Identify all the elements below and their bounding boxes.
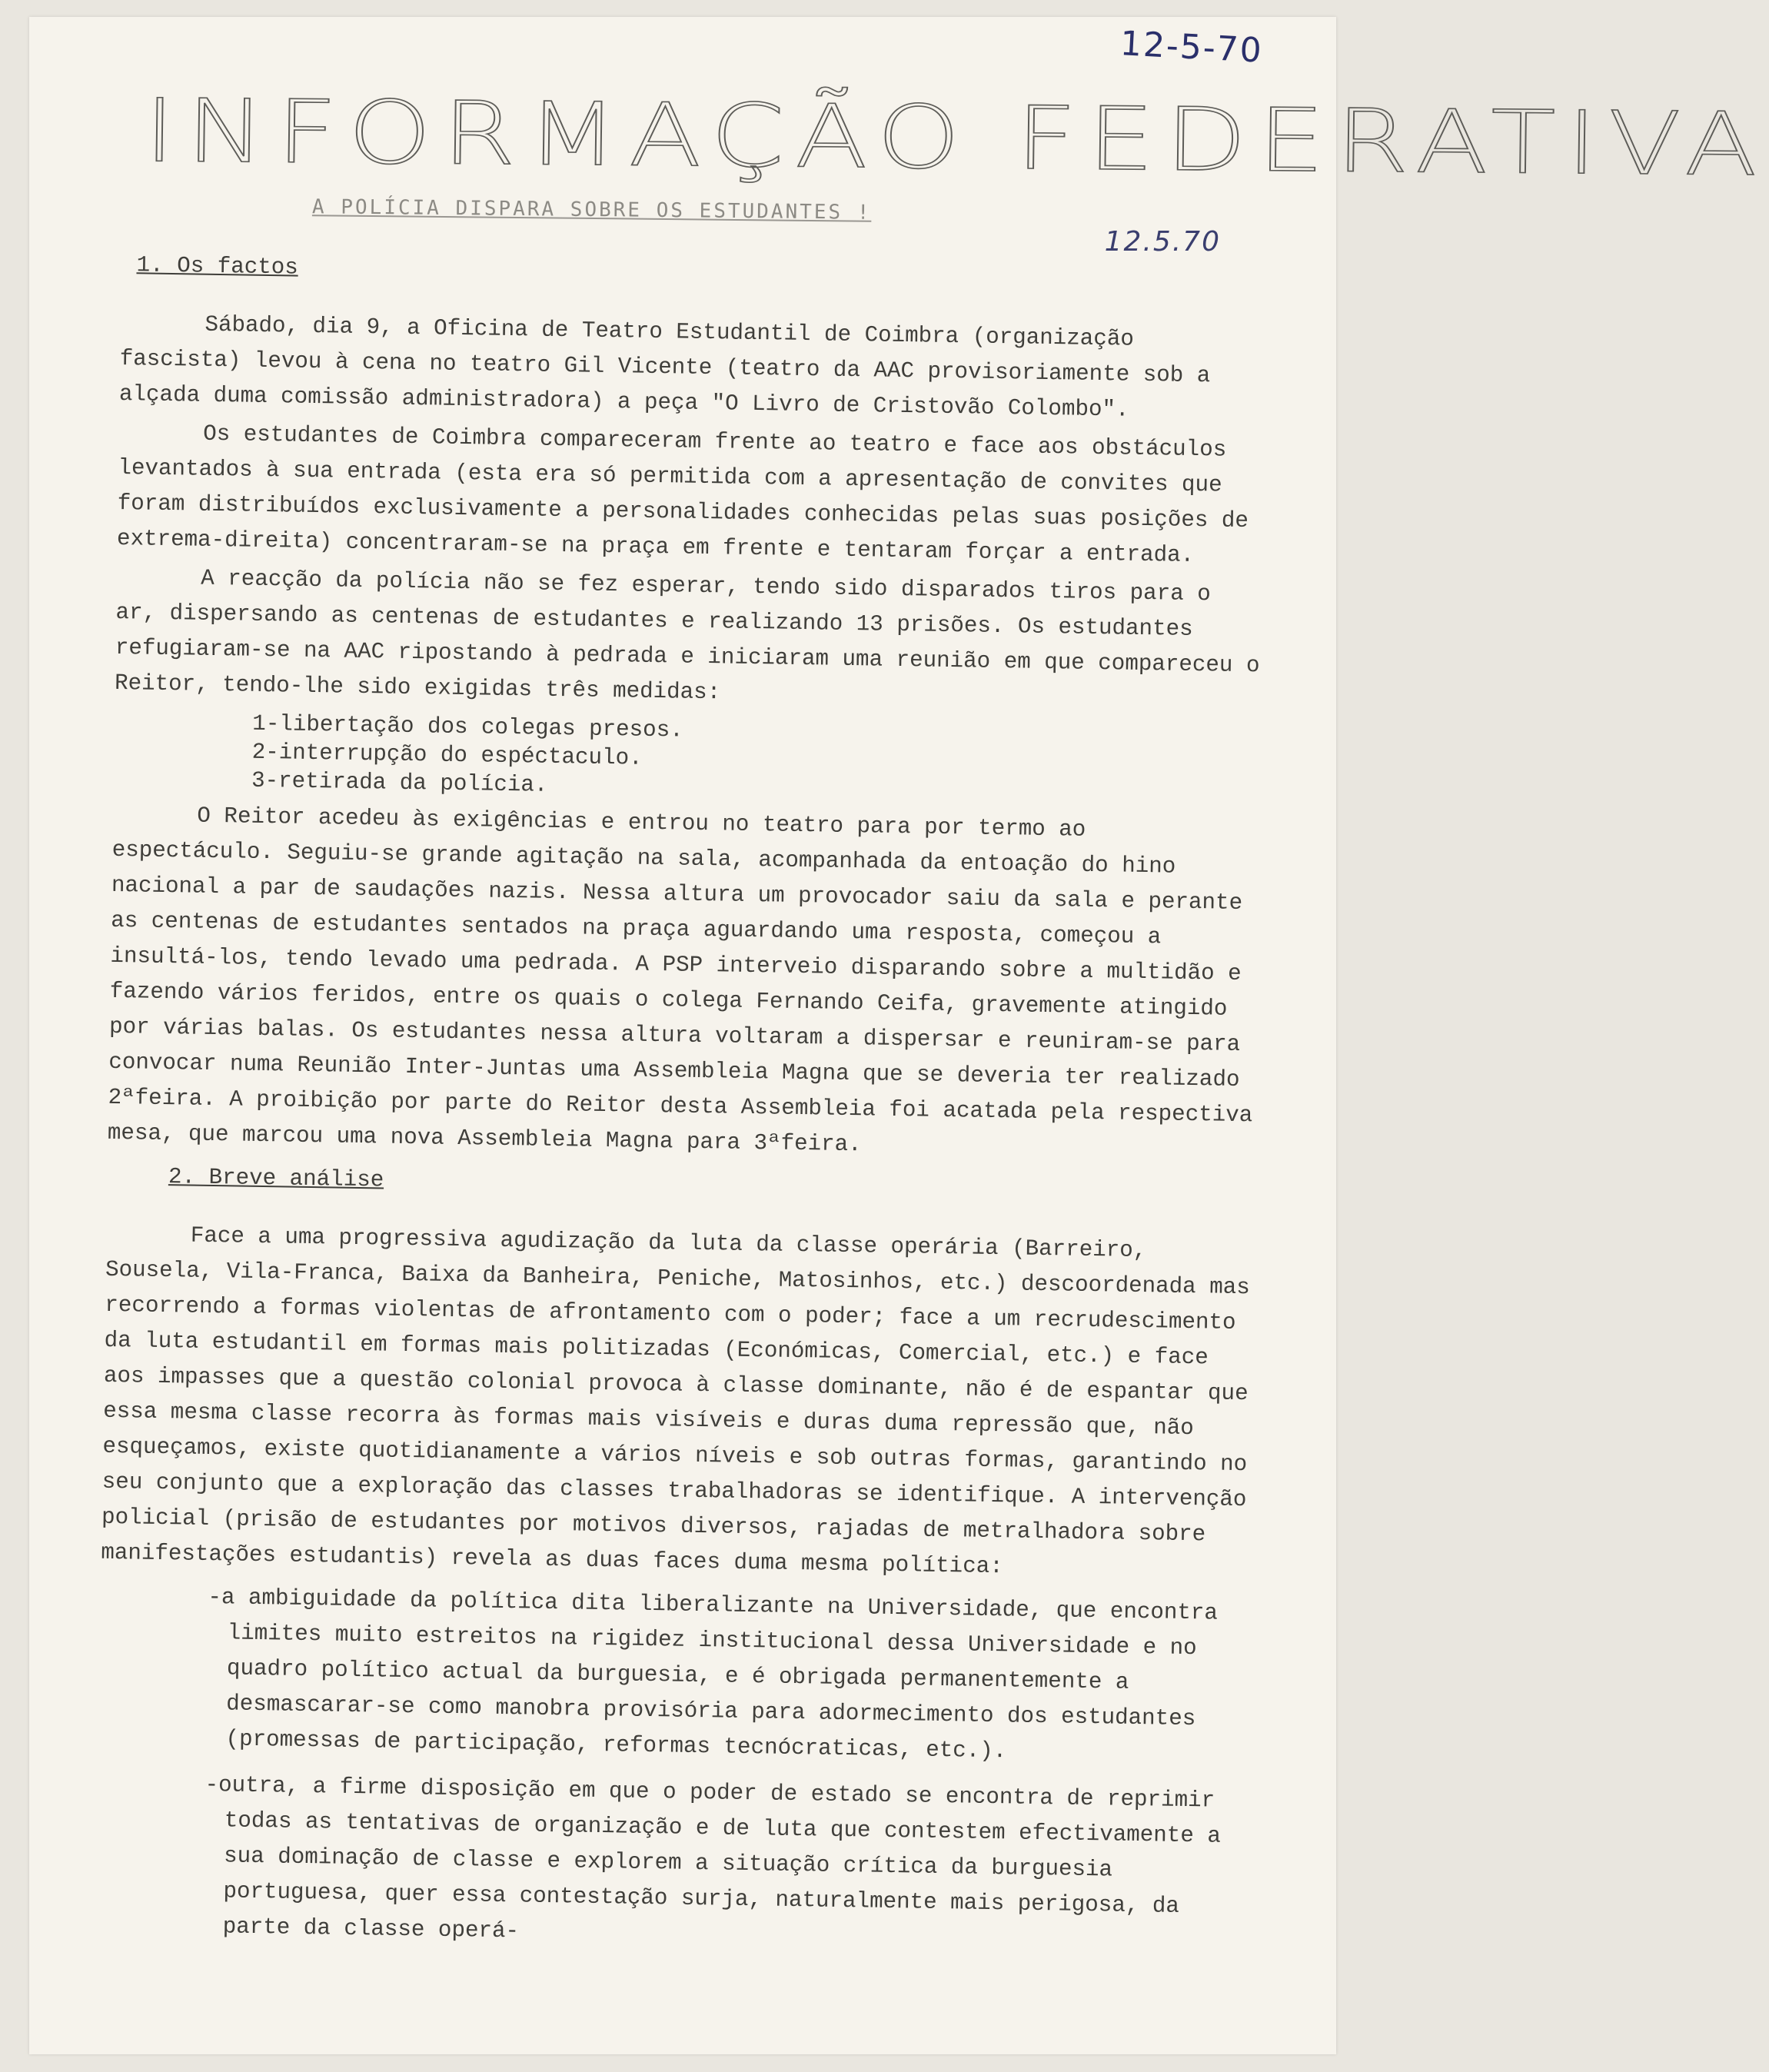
demands-list: [251, 710, 1260, 811]
document-body: [95, 248, 1267, 1971]
paragraph: Face a uma progressiva agudização da luta da classe operária (Barreiro, Sousela, Vila-Franca, Baixa da Banheira, Peniche, Matosinhos, etc.) descoordenada mas recorrendo a formas violentas de afrontamento com o poder; face a um recrudescimento da luta estudantil em formas mais politizadas (Económicas, Comercial, etc.) e face aos impasses que a questão colonial provoca à classe dominante, não é de espantar que essa mesma classe recorra às formas mais visíveis e duras duma repressão que, não esqueçamos, existe quotidianamente a vários níveis e sob outras formas, garantindo no seu conjunto que a exploração das classes trabalhadoras se identifique. A intervenção policial (prisão de estudantes por motivos diversos, rajadas de metralhadora sobre manifestações estudantis) revela as duas faces duma mesma política:: [101, 1222, 1251, 1580]
handwritten-date: 12.5.70: [1104, 226, 1221, 258]
list-item: 2-interrupção do espéctaculo.: [251, 739, 643, 771]
masthead-title: INFORMAÇÃO FEDERATIVA: [143, 80, 1769, 196]
paragraph: Os estudantes de Coimbra compareceram frente ao teatro e face aos obstáculos levantados à sua entrada (esta era só permitida com a apresentação de convites que foram distribuídos exclusivamente a personalidades conhecidas pelas suas posições de extrema-direita) concentraram-se na praça em frente e tentaram forçar a entrada.: [116, 421, 1249, 568]
list-item: -outra, a firme disposição em que o poder de estado se encontra de reprimir todas as tentativas de organização e de luta que contestem efectivamente a sua dominação de classe e explorem a situação crítica da burguesia portuguesa, quer essa contestação surja, naturalmente mais perigosa, da parte da classe operá-: [204, 1771, 1222, 1944]
list-item: 3-retirada da polícia.: [251, 767, 548, 798]
handwritten-date-note: 12-5-70: [1119, 24, 1265, 71]
subheadline: A POLÍCIA DISPARA SOBRE OS ESTUDANTES !: [311, 195, 872, 224]
policy-faces-list: [95, 1578, 1245, 1961]
section-heading-facts: 1. Os factos: [136, 252, 299, 281]
list-item: 1-libertação dos colegas presos.: [252, 710, 683, 743]
paragraph: A reacção da polícia não se fez esperar, tendo sido disparados tiros para o ar, dispersando as centenas de estudantes e realizando 13 prisões. Os estudantes refugiaram-se na AAC ripostando à pedrada e iniciaram uma reunião em que compareceu o Reitor, tendo-lhe sido exigidas três medidas:: [114, 565, 1260, 706]
section-heading-analysis: 2. Breve análise: [168, 1164, 384, 1193]
document-page: [29, 17, 1769, 2054]
list-item: -a ambiguidade da política dita liberalizante na Universidade, que encontra limites muito estreitos na rigidez institucional dessa Universidade e no quadro político actual da burguesia, e é obrigada permanentemente a desmascarar-se como manobra provisória para adormecimento dos estudantes (promessas de participação, reformas tecnócraticas, etc.).: [208, 1584, 1219, 1764]
paragraph: Sábado, dia 9, a Oficina de Teatro Estudantil de Coimbra (organização fascista) levou à cena no teatro Gil Vicente (teatro da AAC provisoriamente sob a alçada duma comissão administradora) a peça "O Livro de Cristovão Colombo".: [118, 311, 1211, 423]
paragraph: O Reitor acedeu às exigências e entrou no teatro para por termo ao espectáculo. Seguiu-se grande agitação na sala, acompanhada da entoação do hino nacional a par de saudações nazis. Nessa altura um provocador saiu da sala e perante as centenas de estudantes sentados na praça aguardando uma resposta, começou a insultá-los, tendo levado uma pedrada. A PSP interveio disparando sobre a multidão e fazendo vários feridos, entre os quais o colega Fernando Ceifa, gravemente atingido por várias balas. Os estudantes nessa altura voltaram a dispersar e reuniram-se para convocar numa Reunião Inter-Juntas uma Assembleia Magna que se deveria ter realizado 2ªfeira. A proibição por parte do Reitor desta Assembleia foi acatada pela respectiva mesa, que marcou uma nova Assembleia Magna para 3ªfeira.: [107, 803, 1253, 1158]
